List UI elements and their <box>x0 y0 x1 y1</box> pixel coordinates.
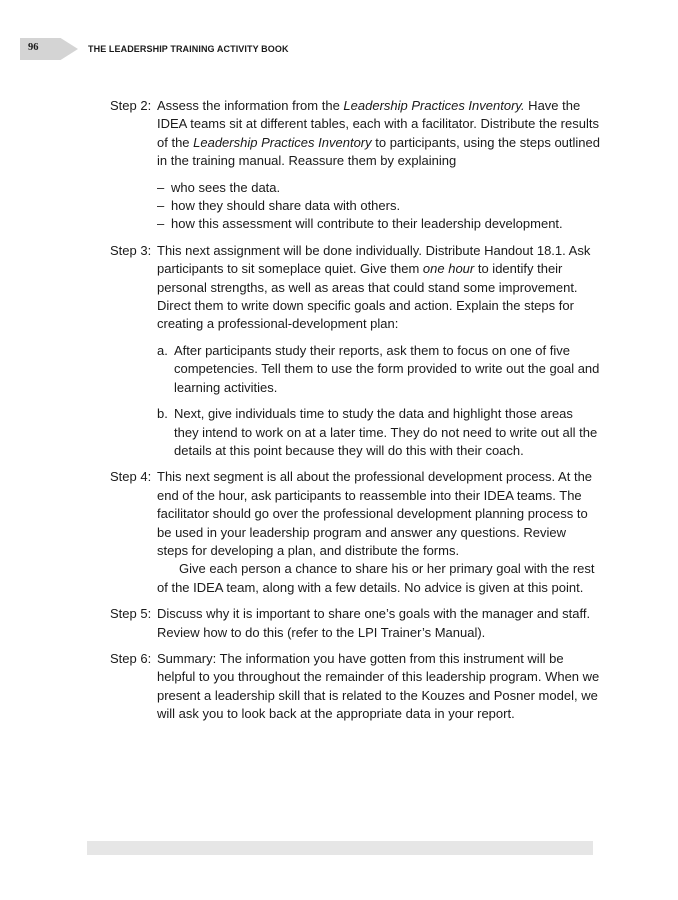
dash-marker: – <box>157 216 165 232</box>
italic-title: Leadership Practices Inventory <box>193 134 372 150</box>
step-4 <box>110 468 600 597</box>
step-paragraph-indented: Give each person a chance to share his or her primary goal with the rest of the IDEA team, along with a few details. No advice is given at this point. <box>157 561 595 595</box>
dash-marker: – <box>157 179 165 195</box>
step-label: Step 5: <box>110 606 152 622</box>
text-run: to participants, using the steps outlined in the training manual. Reassure them by explaining <box>157 134 600 169</box>
list-item <box>157 179 600 197</box>
text-run: This next assignment will be done individually. Distribute Handout 18.1. Ask participants to sit someplace quiet. Give them <box>157 242 591 277</box>
sub-step-text: Next, give individuals time to study the data and highlight those areas they intend to work on at a later time. They do not need to write out all the details at this point because they will do this with their coach. <box>174 406 598 458</box>
sub-step-b <box>157 405 600 460</box>
sub-step-a <box>157 342 600 397</box>
dash-list <box>157 179 600 234</box>
step-paragraph: This next segment is all about the professional development process. At the end of the hour, ask participants to reassemble into their IDEA teams. The facilitator should go over the professional development planning process to be used in your leadership program and answer any questions. Review steps for developing a plan, and distribute the forms. <box>157 469 593 558</box>
list-item-text: who sees the data. <box>171 179 281 195</box>
step-paragraph <box>157 97 600 171</box>
sub-step-letter: a. <box>157 342 168 358</box>
step-paragraph: Discuss why it is important to share one’s goals with the manager and staff. Review how to do this (refer to the LPI Trainer’s Manual). <box>157 606 591 640</box>
step-3 <box>110 242 600 460</box>
sub-step-letter: b. <box>157 406 168 422</box>
step-label: Step 2: <box>110 98 152 113</box>
book-title: THE LEADERSHIP TRAINING ACTIVITY BOOK <box>88 44 289 54</box>
step-6 <box>110 650 600 724</box>
step-body <box>157 242 600 460</box>
step-body <box>157 468 600 597</box>
sub-step-text: After participants study their reports, ask them to focus on one of five competencies. Tell them to use the form provided to write out the goal and learning activities. <box>174 342 600 395</box>
list-item <box>157 215 600 233</box>
step-paragraph <box>157 242 600 334</box>
footer-bar <box>87 841 593 855</box>
text-run: Have the IDEA teams sit at different tables, each with a facilitator. Distribute the results of the <box>157 98 599 150</box>
step-body <box>157 97 600 234</box>
dash-marker: – <box>157 198 165 214</box>
text-run: Assess the information from the <box>157 98 344 113</box>
step-label: Step 6: <box>110 650 152 666</box>
step-2 <box>110 97 600 234</box>
page-body <box>110 97 600 732</box>
italic-emphasis: one hour <box>422 261 475 277</box>
running-header <box>20 38 660 60</box>
step-body <box>157 605 600 642</box>
step-paragraph: Summary: The information you have gotten from this instrument will be helpful to you throughout the remainder of this leadership program. When we present a leadership skill that is related to the Kouzes and Posner model, we will ask you to look back at the appropriate data in your report. <box>157 650 600 722</box>
list-item <box>157 197 600 215</box>
list-item-text: how this assessment will contribute to their leadership development. <box>171 216 563 232</box>
list-item-text: how they should share data with others. <box>171 198 401 214</box>
text-run: to identify their personal strengths, as well as areas that could stand some improvement. Direct them to write down specific goals and action. Explain the steps for creating a professional-development plan: <box>157 261 578 332</box>
step-body <box>157 650 600 724</box>
step-5 <box>110 605 600 642</box>
step-label: Step 3: <box>110 242 152 258</box>
step-label: Step 4: <box>110 469 152 485</box>
page-number: 96 <box>28 42 39 53</box>
italic-title: Leadership Practices Inventory. <box>343 98 525 113</box>
